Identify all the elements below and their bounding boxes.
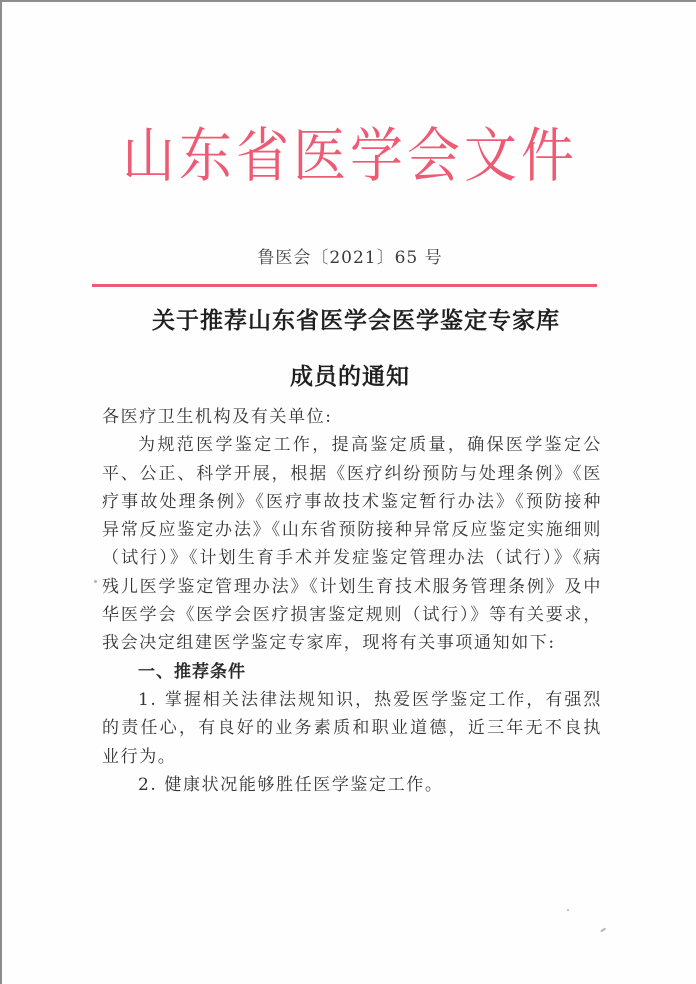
notice-title-line-1: 关于推荐山东省医学会医学鉴定专家库 [152, 307, 560, 334]
condition-item-2: 2. 健康状况能够胜任医学鉴定工作。 [138, 774, 444, 795]
salutation: 各医疗卫生机构及有关单位: [102, 407, 333, 427]
condition-item-1: 1. 掌握相关法律法规知识，热爱医学鉴定工作，有强烈的责任心，有良好的业务素质和职业道德，近三年无不良执业行为。 [102, 689, 602, 767]
red-divider-rule [92, 284, 597, 287]
notice-title-line-2: 成员的通知 [290, 363, 410, 390]
document-body [102, 403, 602, 799]
scan-speck [600, 927, 606, 932]
document-number: 鲁医会〔2021〕65 号 [257, 248, 443, 268]
intro-paragraph: 为规范医学鉴定工作，提高鉴定质量，确保医学鉴定公平、公正、科学开展，根据《医疗纠纷预防与处理条例》《医疗事故处理条例》《医疗事故技术鉴定暂行办法》《预防接种异常反应鉴定办法》《山东省预防接种异常反应鉴定实施细则（试行）》《计划生育手术并发症鉴定管理办法（试行）》《病残儿医学鉴定管理办法》《计划生育技术服务管理条例》及中华医学会《医学会医疗损害鉴定规则（试行）》等有关要求，我会决定组建医学鉴定专家库，现将有关事项通知如下: [102, 435, 602, 654]
scan-speck [567, 909, 569, 911]
issuer-header: 山东省医学会文件 [122, 122, 578, 191]
section-heading: 一、推荐条件 [138, 661, 246, 682]
scan-speck [94, 580, 97, 583]
